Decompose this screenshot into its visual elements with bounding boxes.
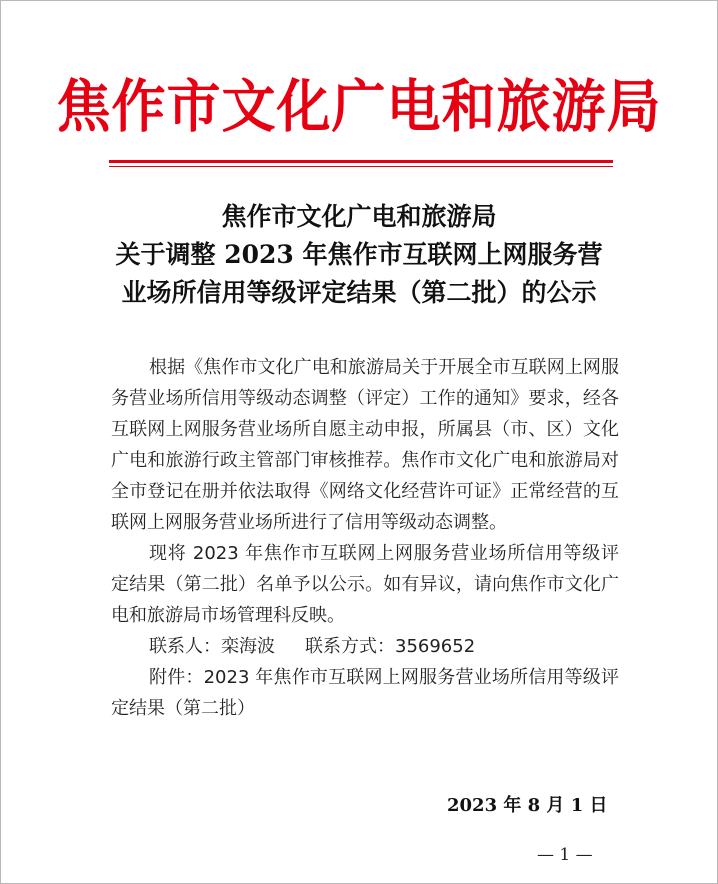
document-body — [111, 352, 619, 724]
body-paragraph-1: 根据《焦作市文化广电和旅游局关于开展全市互联网上网服务营业场所信用等级动态调整（评定）工作的通知》要求，经各互联网上网服务营业场所自愿主动申报，所属县（市、区）文化广电和旅游行政主管部门审核推荐。焦作市文化广电和旅游局对全市登记在册并依法取得《网络文化经营许可证》正常经营的互联网上网服务营业场所进行了信用等级动态调整。 — [111, 357, 619, 533]
contact-person: 联系人：栾海波 — [149, 636, 275, 657]
letterhead-org-name: 焦作市文化广电和旅游局 — [56, 72, 662, 140]
page-number: — 1 — — [537, 845, 593, 865]
title-line-3: 业场所信用等级评定结果（第二批）的公示 — [121, 278, 597, 307]
contact-method: 联系方式：3569652 — [305, 636, 476, 657]
title-line-1: 焦作市文化广电和旅游局 — [221, 202, 497, 231]
letterhead-red-rule-thick — [109, 160, 613, 163]
attachment-line: 附件：2023 年焦作市互联网上网服务营业场所信用等级评定结果（第二批） — [111, 667, 619, 719]
document-title — [1, 198, 717, 312]
contact-line — [111, 631, 619, 662]
body-paragraph-2: 现将 2023 年焦作市互联网上网服务营业场所信用等级评定结果（第二批）名单予以公示。如有异议，请向焦作市文化广电和旅游局市场管理科反映。 — [111, 543, 619, 626]
letterhead-red-rule-thin — [109, 166, 613, 167]
title-line-2: 关于调整 2023 年焦作市互联网上网服务营 — [115, 240, 603, 269]
issue-date: 2023 年 8 月 1 日 — [447, 795, 608, 816]
